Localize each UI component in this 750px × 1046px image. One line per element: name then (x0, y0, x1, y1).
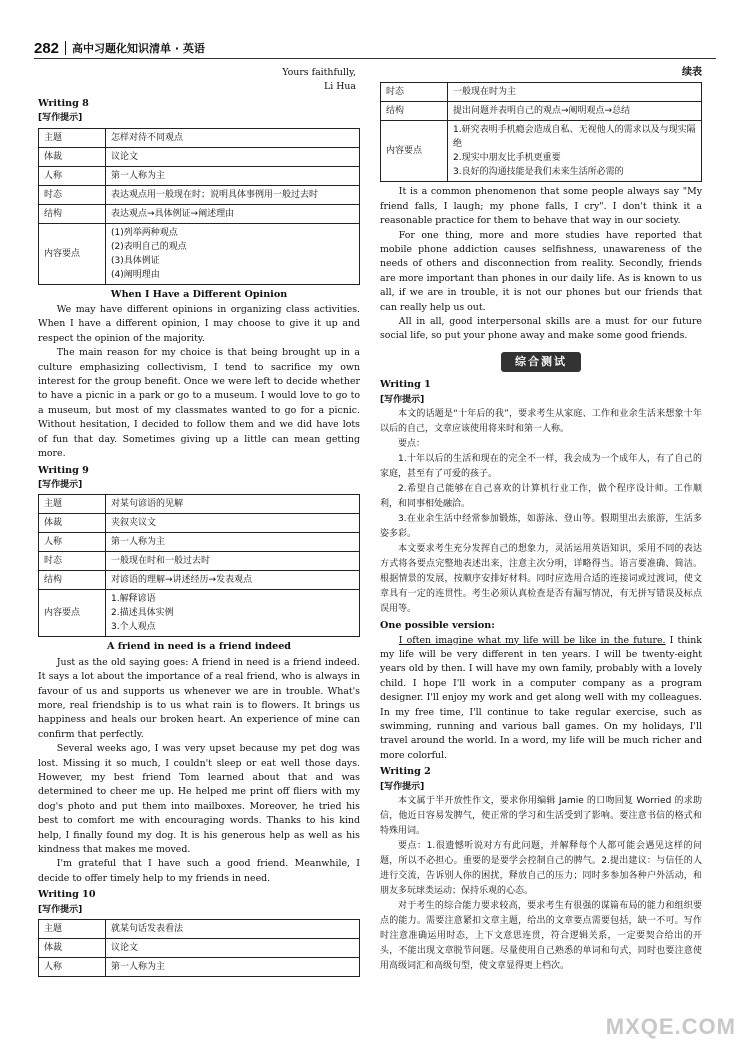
table-row (381, 102, 702, 121)
essay-8-paragraph: We may have different opinions in organizing class activities. When I have a different opinion, I may choose to give it up and respect the opinion of the majority. (38, 304, 360, 344)
guidance-paragraph: 本文要求考生充分发挥自己的想象力，灵活运用英语知识，采用不同的表达方式将各要点完整地表述出来，注意主次分明，详略得当。语言要准确、简洁。根据情景的发展，按顺序安排好材料。同时应选用合适的连接词或过渡词，使文章具有一定的连贯性。考生必须认真检查是否有漏写情况，有无拼写错误及标点误用等。 (380, 544, 702, 615)
points-label: 要点： (398, 439, 426, 450)
essay-10-paragraph: It is a common phenomenon that some people always say "My friend falls, I laugh; my phone falls, I cry". I don't think it a reasonable practice for them to behave that way in our society. (380, 186, 702, 227)
row-key: 主题 (39, 128, 106, 147)
table-row (39, 223, 360, 284)
row-value: 议论文 (106, 939, 360, 958)
row-value: 第一人称为主 (106, 166, 360, 185)
essay-10-paragraph: For one thing, more and more studies have reported that mobile phone addiction causes selfishness, unawareness of the needs of others and disconnection from reality. Secondly, friends are more important than phones in our daily life. As is known to us all, if we are in trouble, it is not our phones but our friends that can really help us out. (380, 229, 702, 313)
possible-version-text (380, 634, 702, 764)
table-row (39, 939, 360, 958)
key-point: 1.解释谚语 (111, 594, 156, 605)
right-column (380, 66, 702, 974)
section-banner (380, 352, 702, 372)
table-row (39, 552, 360, 571)
key-point: 3.在业余生活中经常参加锻炼，如游泳、登山等。假期里出去旅游，生活多姿多彩。 (380, 514, 702, 540)
row-value: 就某句话发表看法 (106, 920, 360, 939)
guidance-paragraph: 要点：1.很遗憾听说对方有此问题，并解释每个人都可能会遇见这样的问题，所以不必担心。重要的是要学会控制自己的脾气。2.提出建议：与信任的人进行交流，告诉别人你的困扰，释放自己的压力；同时多参加各种户外活动，和朋友多玩球类运动；保持乐观的心态。 (380, 840, 702, 896)
essay-9-paragraph: I'm grateful that I have such a good friend. Meanwhile, I decide to offer timely help to my friends in need. (38, 858, 360, 884)
key-point: 1.十年以后的生活和现在的完全不一样，我会成为一个成年人，有了自己的家庭，甚至有了可爱的孩子。 (380, 454, 702, 480)
essay-9-title: A friend in need is a friend indeed (106, 641, 292, 653)
writing-1-title: Writing 1 (380, 379, 431, 391)
row-key: 体裁 (39, 939, 106, 958)
possible-version-label: One possible version: (380, 620, 495, 632)
table-row (39, 166, 360, 185)
key-point: 2.希望自己能够在自己喜欢的计算机行业工作，做个程序设计师。工作顺利，和同事相处融洽。 (380, 484, 702, 510)
row-value: 表达观点→具体例证→阐述理由 (106, 204, 360, 223)
row-key: 时态 (39, 185, 106, 204)
writing-9-tip: [写作提示] (38, 479, 83, 490)
row-key: 结构 (381, 102, 448, 121)
key-point: (1)列举两种观点 (111, 227, 178, 238)
key-point: (3)具体例证 (111, 255, 160, 266)
key-point: (4)阐明理由 (111, 269, 160, 280)
page-number: 282 (34, 39, 60, 57)
row-value (448, 121, 702, 182)
row-key: 结构 (39, 571, 106, 590)
page-header (34, 38, 205, 58)
row-key: 内容要点 (381, 121, 448, 182)
section-banner-label: 综合测试 (501, 352, 581, 372)
writing-8-tip: [写作提示] (38, 113, 83, 124)
essay-9-paragraph: Just as the old saying goes: A friend in need is a friend indeed. It says a lot about the importance of a real friend, who is always in favour of us and supports us whenever we are in trouble. What's more, real friendship is to us what rain is to flowers. It brings us happiness and heals our broken heart. An experience of mine can confirm that perfectly. (38, 656, 360, 740)
writing-10-title: Writing 10 (38, 889, 96, 901)
key-point: 2.描述具体实例 (111, 608, 174, 619)
writing-2-title: Writing 2 (380, 766, 431, 778)
table-row (39, 590, 360, 637)
row-value: 第一人称为主 (106, 533, 360, 552)
writing-10-table-continued (380, 82, 702, 182)
row-key: 人称 (39, 533, 106, 552)
table-row (39, 533, 360, 552)
table-row (39, 514, 360, 533)
table-row (39, 571, 360, 590)
writing-10-table (38, 919, 360, 977)
guidance-paragraph: 本文属于半开放性作文，要求你用编辑 Jamie 的口吻回复 Worried 的求助信，他近日容易发脾气，使正常的学习和生活受到了影响。要注意书信的格式和特殊用词。 (380, 795, 702, 836)
watermark: MXQE.COM (605, 1014, 736, 1039)
row-key: 时态 (39, 552, 106, 571)
writing-1-guidance (380, 407, 702, 617)
header-rule (34, 58, 716, 59)
table-row (381, 121, 702, 182)
row-key: 结构 (39, 204, 106, 223)
essay-10-paragraph: All in all, good interpersonal skills are a must for our future social life, so put your phone away and make some good friends. (380, 316, 702, 342)
key-point: (2)表明自己的观点 (111, 241, 187, 252)
version-first-sentence: I often imagine what my life will be like in the future. (398, 634, 666, 646)
writing-8-table (38, 128, 360, 285)
row-value: 第一人称为主 (106, 958, 360, 977)
table-row (39, 147, 360, 166)
row-value: 对某句谚语的见解 (106, 495, 360, 514)
row-value: 怎样对待不同观点 (106, 128, 360, 147)
key-point: 1.研究表明手机瘾会造成自私、无视他人的需求以及与现实隔绝 (453, 125, 696, 150)
writing-2-tip: [写作提示] (380, 781, 425, 792)
writing-2-guidance (380, 794, 702, 974)
book-title: 高中习题化知识清单 · 英语 (72, 42, 205, 55)
letter-signature: Li Hua (323, 81, 356, 93)
key-point: 2.现实中朋友比手机更重要 (453, 153, 561, 164)
table-row (39, 204, 360, 223)
writing-9-table (38, 494, 360, 637)
essay-8-title: When I Have a Different Opinion (110, 288, 288, 300)
row-value (106, 223, 360, 284)
continued-label: 续表 (682, 67, 702, 78)
left-column (38, 66, 360, 980)
row-key: 内容要点 (39, 590, 106, 637)
row-value: 对谚语的理解→讲述经历→发表观点 (106, 571, 360, 590)
table-row (39, 185, 360, 204)
row-value: 表达观点用一般现在时；说明具体事例用一般过去时 (106, 185, 360, 204)
row-key: 时态 (381, 83, 448, 102)
row-key: 内容要点 (39, 223, 106, 284)
row-key: 人称 (39, 166, 106, 185)
key-point: 3.个人观点 (111, 622, 156, 633)
table-row (39, 128, 360, 147)
header-divider (65, 41, 66, 55)
row-value: 议论文 (106, 147, 360, 166)
writing-9-title: Writing 9 (38, 464, 89, 476)
version-rest: I think my life will be very different in ten years. I will be twenty-eight years old by then. I will have my own family, probably with a lovely child. I hope I'll work in a computer company as a program designer. I'll enjoy my work and get along well with my colleagues. In my free time, I'll continue to take regular exercise, such as swimming, running and various ball games. On my holidays, I'll travel around the world. In a word, my life will be much richer and more colorful. (380, 634, 702, 761)
table-row (39, 495, 360, 514)
essay-8-paragraph: The main reason for my choice is that being brought up in a culture emphasizing collectivism, I tend to sacrifice my own interest for the group benefit. Once we were left to decide whether to have a picnic in a park or go to a museum. I would love to go to a museum, but most of my classmates wanted to go for a picnic. Without hesitation, I decided to follow them and we did have lots of fun that day. Sometimes giving up a little can mean getting more. (38, 347, 360, 460)
row-key: 主题 (39, 920, 106, 939)
row-key: 体裁 (39, 514, 106, 533)
table-row (39, 958, 360, 977)
guidance-paragraph: 本文的话题是“十年后的我”，要求考生从家庭、工作和业余生活来想象十年以后的自己，文章应该使用将来时和第一人称。 (380, 409, 702, 435)
writing-8-title: Writing 8 (38, 97, 89, 109)
row-value: 夹叙夹议文 (106, 514, 360, 533)
key-point: 3.良好的沟通技能是我们未来生活所必需的 (453, 167, 624, 178)
row-value: 一般现在时为主 (448, 83, 702, 102)
row-value: 提出问题并表明自己的观点→阐明观点→总结 (448, 102, 702, 121)
row-key: 主题 (39, 495, 106, 514)
essay-9-paragraph: Several weeks ago, I was very upset because my pet dog was lost. Missing it so much, I couldn't sleep or eat well those days. However, my best friend Tom learned about that and was determined to cheer me up. He helped me print off fliers with my dog's photo and put them into mailboxes. Moreover, he tried his best to comfort me with encouraging words. Thanks to his kind help, I finally found my dog. It is his generous help as well as his kindness that makes me moved. (38, 743, 360, 855)
writing-10-tip: [写作提示] (38, 904, 83, 915)
row-key: 人称 (39, 958, 106, 977)
table-row (39, 920, 360, 939)
row-value (106, 590, 360, 637)
row-value: 一般现在时和一般过去时 (106, 552, 360, 571)
table-row (381, 83, 702, 102)
guidance-paragraph: 对于考生的综合能力要求较高，要求考生有很强的谋篇布局的能力和组织要点的能力。需要注意紧扣文章主题，给出的文章要点需要包括，缺一不可。写作时注意准确运用时态，上下文意思连贯，符合逻辑关系，一定要契合给出的开头，不能出现文章脱节问题。尽量使用自己熟悉的单词和句式，同时也要注意使用高级词汇和高级句型，使文章显得更上档次。 (380, 900, 702, 971)
letter-closing: Yours faithfully, (282, 67, 356, 78)
writing-1-tip: [写作提示] (380, 394, 425, 405)
row-key: 体裁 (39, 147, 106, 166)
